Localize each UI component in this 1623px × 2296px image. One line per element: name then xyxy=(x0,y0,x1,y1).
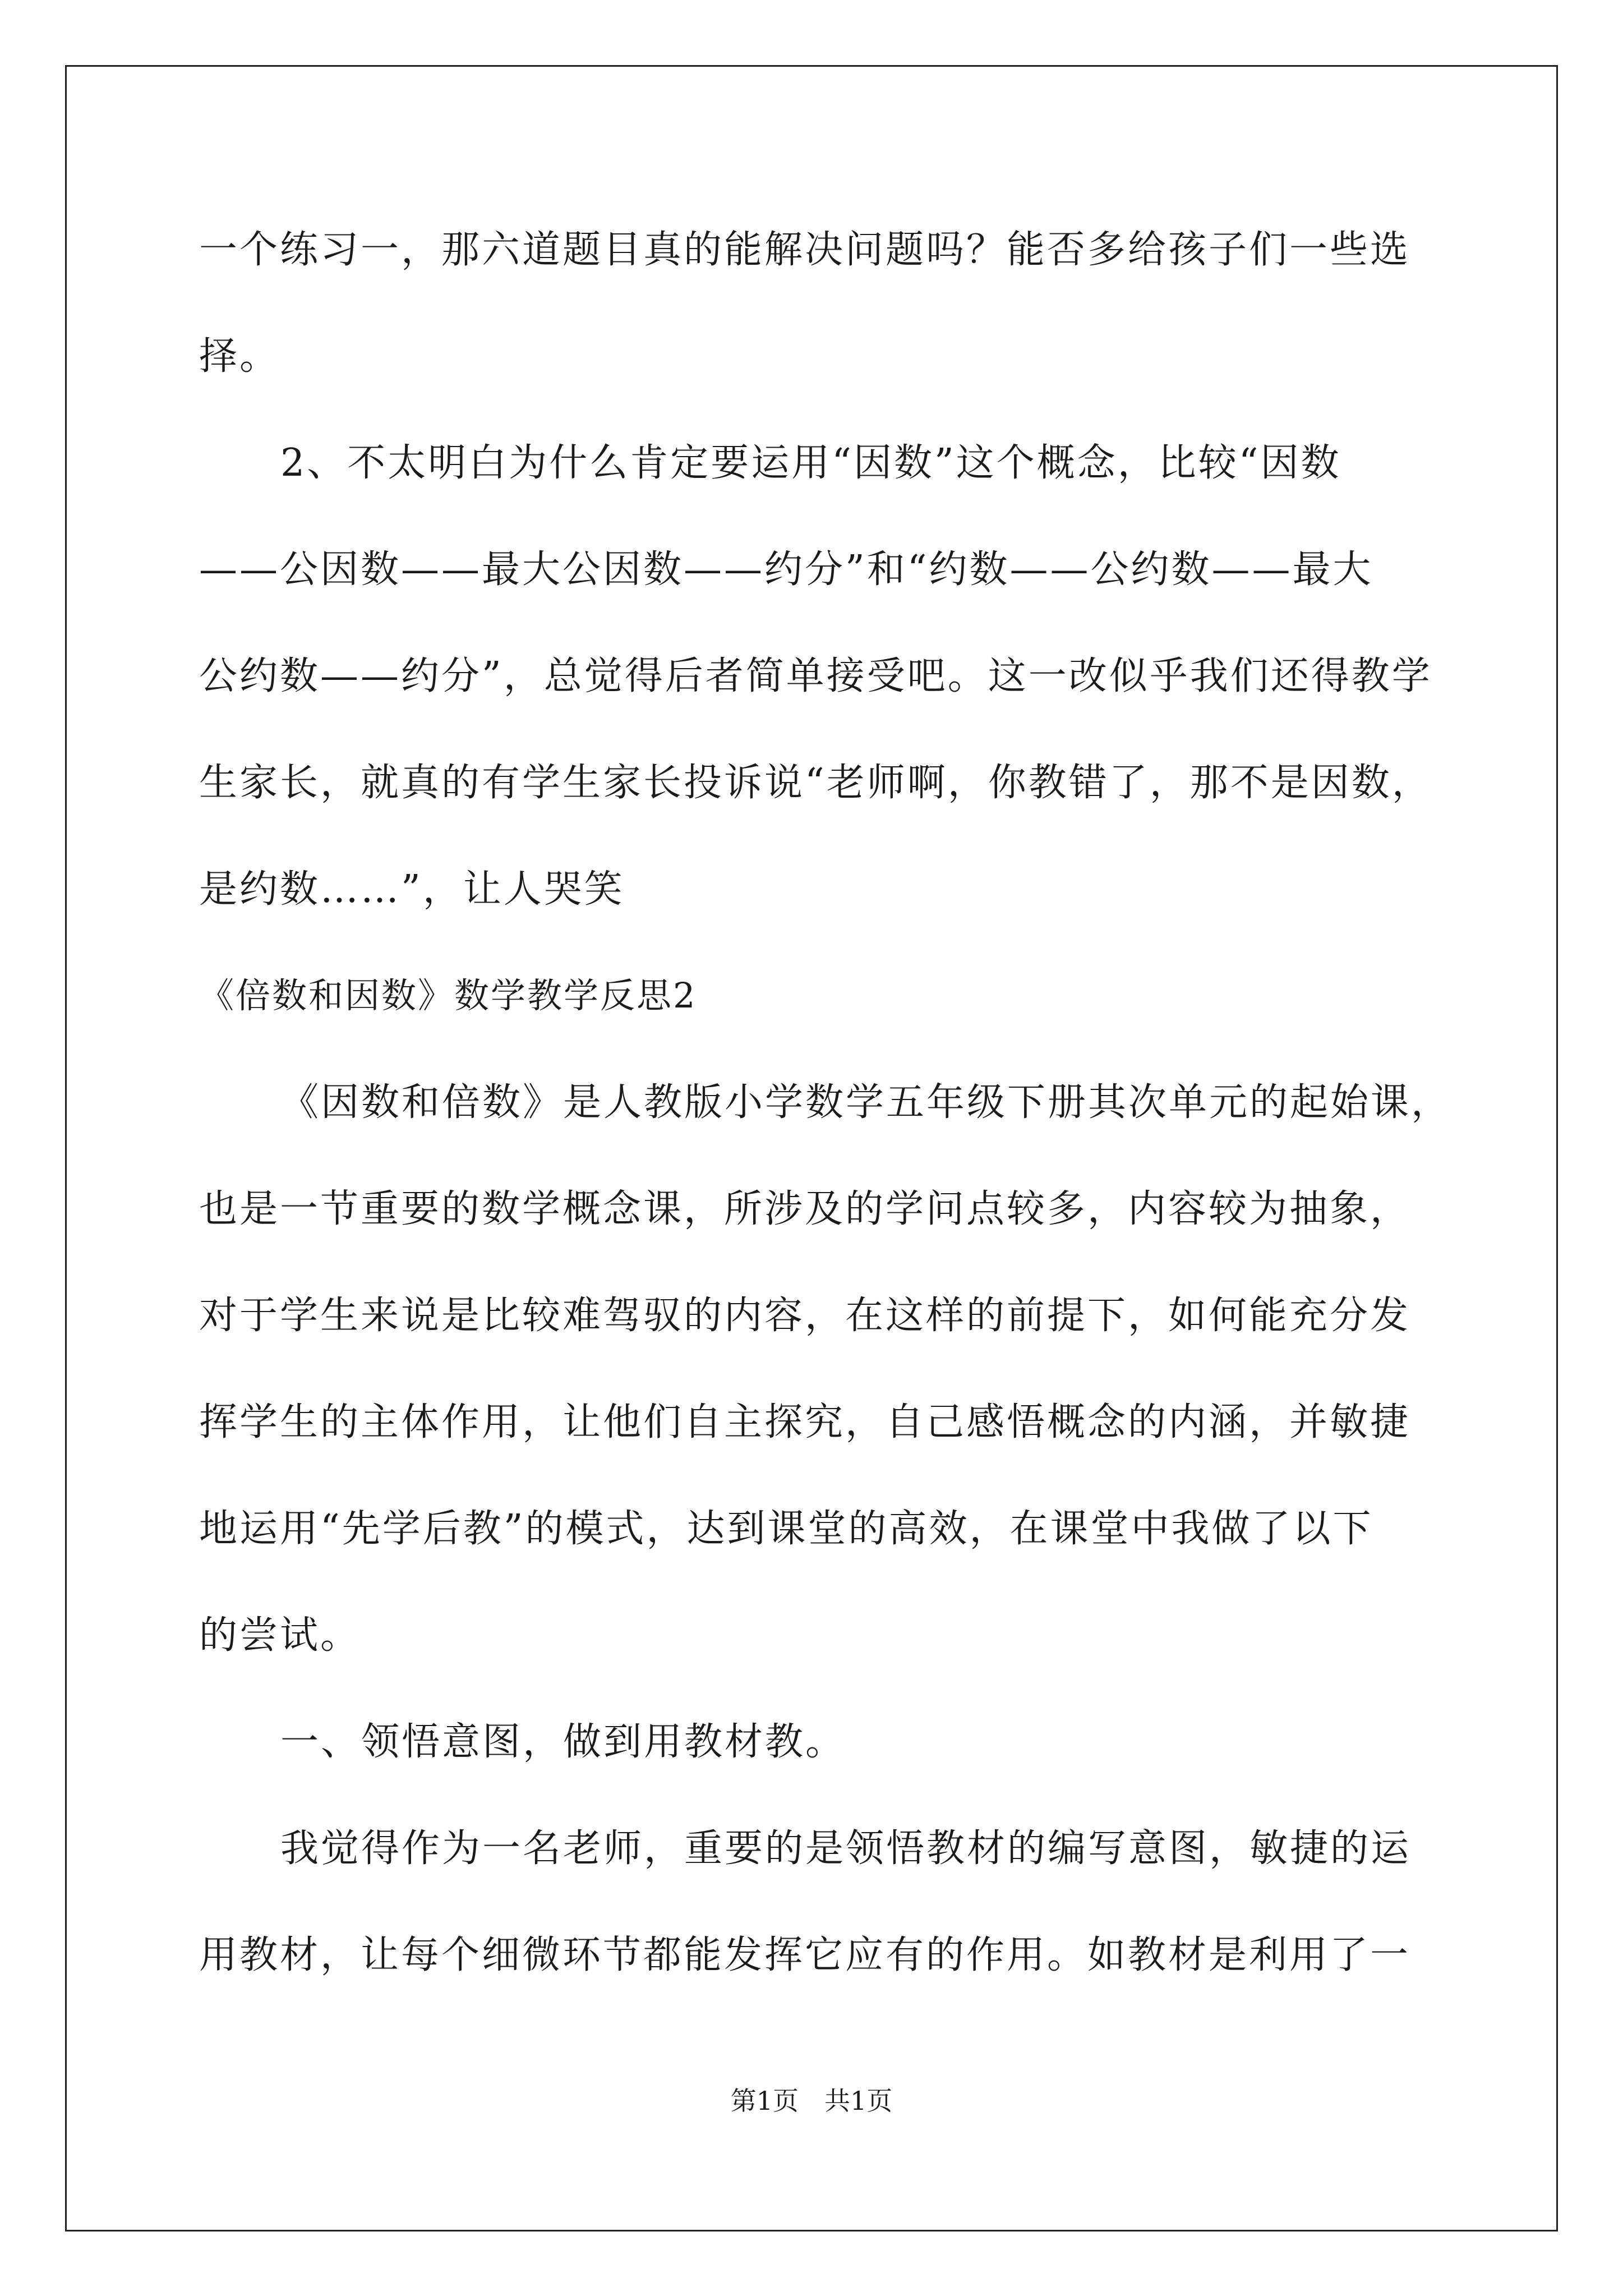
text-line: 2、不太明白为什么肯定要运用“因数”这个概念，比较“因数 xyxy=(280,441,1341,485)
text-line: 择。 xyxy=(199,334,280,379)
text-line: 的尝试。 xyxy=(199,1613,361,1658)
text-line: 用教材，让每个细微环节都能发挥它应有的作用。如教材是利用了一 xyxy=(199,1933,1411,1977)
text-line: 对于学生来说是比较难驾驭的内容，在这样的前提下，如何能充分发 xyxy=(199,1294,1411,1338)
text-line: 公约数——约分”，总觉得后者简单接受吧。这一改似乎我们还得教学 xyxy=(199,654,1432,698)
page-number: 第1页 共1页 xyxy=(730,2086,893,2116)
text-line: 我觉得作为一名老师，重要的是领悟教材的编写意图，敏捷的运 xyxy=(280,1826,1412,1871)
text-line: 是约数……”，让人哭笑 xyxy=(199,867,625,912)
text-line: 挥学生的主体作用，让他们自主探究，自己感悟概念的内涵，并敏捷 xyxy=(199,1400,1411,1444)
text-line: 《因数和倍数》是人教版小学数学五年级下册其次单元的起始课， xyxy=(280,1080,1452,1125)
text-line: 一、领悟意图，做到用教材教。 xyxy=(280,1720,846,1764)
text-line: 一个练习一，那六道题目真的能解决问题吗？能否多给孩子们一些选 xyxy=(199,228,1411,272)
text-line: ——公因数——最大公因数——约分”和“约数——公约数——最大 xyxy=(199,547,1373,592)
section-heading: 《倍数和因数》数学教学反思2 xyxy=(199,975,697,1016)
page-frame xyxy=(65,65,1558,2231)
text-line: 生家长，就真的有学生家长投诉说“老师啊，你教错了，那不是因数， xyxy=(199,761,1432,805)
text-line: 也是一节重要的数学概念课，所涉及的学问点较多，内容较为抽象， xyxy=(199,1187,1411,1231)
text-line: 地运用“先学后教”的模式，达到课堂的高效，在课堂中我做了以下 xyxy=(199,1507,1373,1551)
